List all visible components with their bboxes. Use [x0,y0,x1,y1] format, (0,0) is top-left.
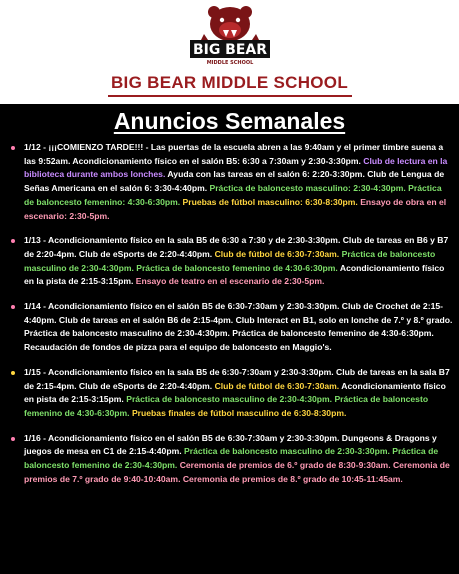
announcement-item [8,366,454,421]
logo-subtext: MIDDLE SCHOOL [206,60,254,66]
announcement-text: Ensayo de teatro en el escenario de 2:30-5pm. [135,276,325,287]
announcement-text: Práctica de baloncesto masculino: 2:30-4:30pm. Práctica de baloncesto femenino: 4:30-6:30pm. [24,183,442,207]
announcement-text: Acondicionamiento físico en pista de 2:15-3:15pm. [24,380,446,405]
announcement-text: Club de lectura en la biblioteca durante ambos lonches. [24,155,448,180]
bullet-icon [11,239,15,243]
announcement-text: Práctica de baloncesto masculino de 2:30-4:30pm. Práctica de baloncesto femenino de 4:30-6:30pm. [24,394,429,418]
header-banner [0,0,459,104]
announcement-text: 1/16 - Acondicionamiento físico en el salón B5 de 6:30-7:30am y 2:30-3:30pm. Dungeons & Dragons y juegos de mesa en C1 de 2:15-4:40pm. [24,432,437,457]
announcement-item [8,300,454,355]
announcement-text: Ayuda con las tareas en el salón 6: 2:20-3:30pm. Club de Lengua de Señas Americana en el salón 6: 3:30-4:40pm. [24,169,445,194]
big-bear-logo [176,4,284,66]
announcement-text: 1/14 - Acondicionamiento físico en el salón B5 de 6:30-7:30am y 2:30-3:30pm. Club de Crochet de 2:15-4:40pm. Club de tareas en el salón B6 de 2:15-4pm. Club Interact en B1, solo en lonche de 7.º y 8.º grado. Práctica de baloncesto masculino de 2:30-4:30pm. Práctica de baloncesto femenino de 4:30-6:30pm. Recaudación de fondos de pizza para el equipo de baloncesto en Maggio's. [24,301,453,353]
bullet-icon [11,305,15,309]
school-name: BIG BEAR MIDDLE SCHOOL [110,73,349,92]
announcement-text: Pruebas finales de fútbol masculino de 6:30-8:30pm. [131,407,347,418]
announcement-text: 1/12 - ¡¡¡COMIENZO TARDE!!! - Las puertas de la escuela abren a las 9:40am y el primer timbre suena a las 9:52am. Acondicionamiento físico en el salón B5: 6:30 a 7:30am y 2:30-3:30pm. [24,142,444,166]
announcement-text: 1/15 - Acondicionamiento físico en la sala B5 de 6:30-7:30am y 2:30-3:30pm. Club de tareas en la sala B7 de 2:15-4pm. Club de eSports de 2:20-4:40pm. [24,366,450,391]
bullet-icon [11,437,15,441]
page-title: Anuncios Semanales [113,108,346,134]
announcement-item [8,432,454,487]
announcement-text: Acondicionamiento físico en la pista de 2:15-3:15pm. [24,262,445,287]
announcement-item [8,234,454,289]
announcement-text: 1/13 - Acondicionamiento físico en la sala B5 de 6:30 a 7:30 y de 2:30-3:30pm. Club de tareas en B6 y B7 de 2:20-4pm. Club de eSports de 2:20-4:40pm. [24,235,449,259]
announcement-text: Ensayo de obra en el escenario: 2:30-5pm. [24,196,447,221]
announcements-list [8,141,454,497]
announcement-text: Práctica de baloncesto masculino de 2:30-4:30pm. Práctica de baloncesto femenino de 4:30-6:30pm. [24,248,436,273]
announcement-text: Ceremonia de premios de 6.º grado de 8:30-9:30am. Ceremonia de premios de 7.º grado de 9:40-10:40am. Ceremonia de premios de 8.º grado de 10:45-11:45am. [24,460,450,484]
announcement-text: Pruebas de fútbol masculino: 6:30-8:30pm. [182,196,361,207]
bullet-icon [11,146,15,150]
logo-wordmark: BIG BEAR [192,42,268,58]
announcement-text: Práctica de baloncesto masculino de 2:30-3:30pm. Práctica de baloncesto femenino de 2:30-4:30pm. [24,446,439,471]
announcement-item [8,141,454,223]
bullet-icon [11,371,15,375]
announcement-text: Club de fútbol de 6:30-7:30am. [214,248,342,259]
school-name-underline [108,95,352,97]
announcement-text: Club de fútbol de 6:30-7:30am. [214,380,342,391]
